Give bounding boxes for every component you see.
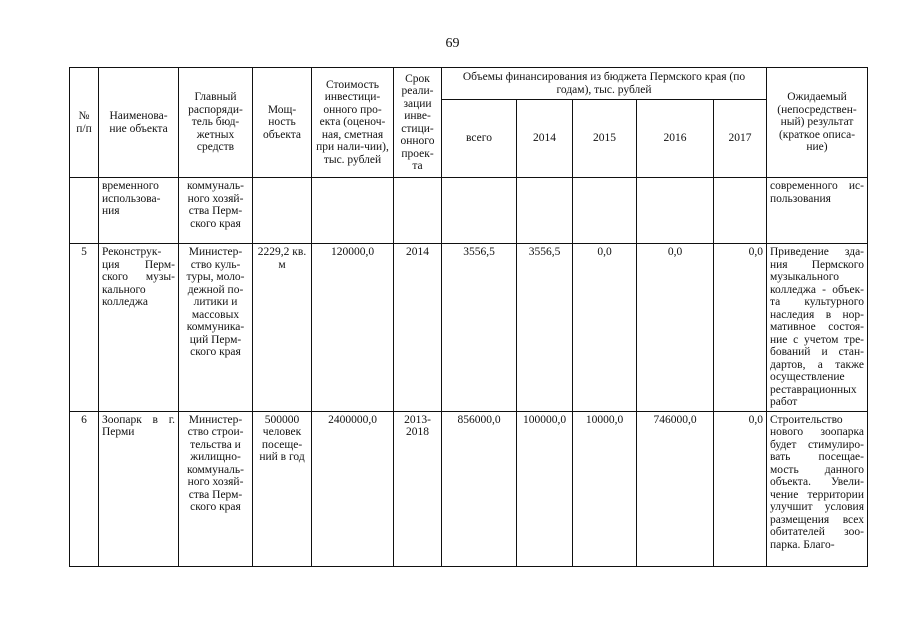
header-year-2015: 2015 — [573, 100, 637, 178]
cell-2015: 0,0 — [573, 244, 637, 412]
cell-object-name: Зоопарк в г. Перми — [99, 411, 179, 566]
header-budget-manager: Главный распоряди-тель бюд-жетных средств — [179, 68, 253, 178]
table-row — [70, 178, 868, 244]
cell-2017: 0,0 — [714, 244, 767, 412]
cell-expected-result: Строительство нового зоопарка будет стимулиро-вать посещае-мость данного объекта. Увели-чение территории улучшит условия размещения всех обитателей зоо-парка. Благо- — [767, 411, 868, 566]
cell-num: 5 — [70, 244, 99, 412]
cell-term — [394, 178, 442, 244]
cell-expected-result: Приведение зда-ния Пермского музыкального колледжа - объек-та культурного наследия в нор-мативное состоя-ние с учетом тре-бований и стан-дартов, а также осуществление реставрационных работ — [767, 244, 868, 412]
cell-expected-result: современного ис-пользования — [767, 178, 868, 244]
cell-2014: 100000,0 — [517, 411, 573, 566]
cell-2015: 10000,0 — [573, 411, 637, 566]
cell-2017: 0,0 — [714, 411, 767, 566]
cell-total: 856000,0 — [442, 411, 517, 566]
cell-num — [70, 178, 99, 244]
header-num: № п/п — [70, 68, 99, 178]
table-row — [70, 244, 868, 412]
cell-total: 3556,5 — [442, 244, 517, 412]
cell-budget-manager: коммуналь-ного хозяй-ства Перм-ского края — [179, 178, 253, 244]
cell-object-name: Реконструк-ция Перм-ского музы-кального колледжа — [99, 244, 179, 412]
table-row — [70, 411, 868, 566]
cell-num: 6 — [70, 411, 99, 566]
cell-total — [442, 178, 517, 244]
cell-project-cost: 120000,0 — [312, 244, 394, 412]
cell-budget-manager: Министер-ство куль-туры, моло-дежной по-литики и массовых коммуника-ций Перм-ского края — [179, 244, 253, 412]
header-project-cost: Стоимость инвестици-онного про-екта (оценоч-ная, сметная при нали-чии), тыс. рублей — [312, 68, 394, 178]
cell-capacity — [253, 178, 312, 244]
cell-capacity: 500000 человек посеще-ний в год — [253, 411, 312, 566]
cell-2014 — [517, 178, 573, 244]
cell-2014: 3556,5 — [517, 244, 573, 412]
header-capacity: Мощ-ность объекта — [253, 68, 312, 178]
header-year-2016: 2016 — [637, 100, 714, 178]
header-year-2017: 2017 — [714, 100, 767, 178]
cell-2017 — [714, 178, 767, 244]
cell-2016 — [637, 178, 714, 244]
header-funding-volumes: Объемы финансирования из бюджета Пермского края (по годам), тыс. рублей — [442, 68, 767, 100]
cell-object-name: временного использова-ния — [99, 178, 179, 244]
cell-2016: 0,0 — [637, 244, 714, 412]
cell-2016: 746000,0 — [637, 411, 714, 566]
cell-project-cost — [312, 178, 394, 244]
header-object-name: Наименова-ние объекта — [99, 68, 179, 178]
header-expected-result: Ожидаемый (непосредствен-ный) результат (краткое описа-ние) — [767, 68, 868, 178]
cell-2015 — [573, 178, 637, 244]
cell-term: 2014 — [394, 244, 442, 412]
investment-projects-table — [69, 67, 868, 567]
header-year-2014: 2014 — [517, 100, 573, 178]
header-total: всего — [442, 100, 517, 178]
page-number: 69 — [445, 36, 460, 51]
cell-budget-manager: Министер-ство строи-тельства и жилищно-коммуналь-ного хозяй-ства Перм-ского края — [179, 411, 253, 566]
cell-term: 2013-2018 — [394, 411, 442, 566]
cell-project-cost: 2400000,0 — [312, 411, 394, 566]
header-term: Срок реали-зации инве-стици-онного проек-та — [394, 68, 442, 178]
cell-capacity: 2229,2 кв. м — [253, 244, 312, 412]
